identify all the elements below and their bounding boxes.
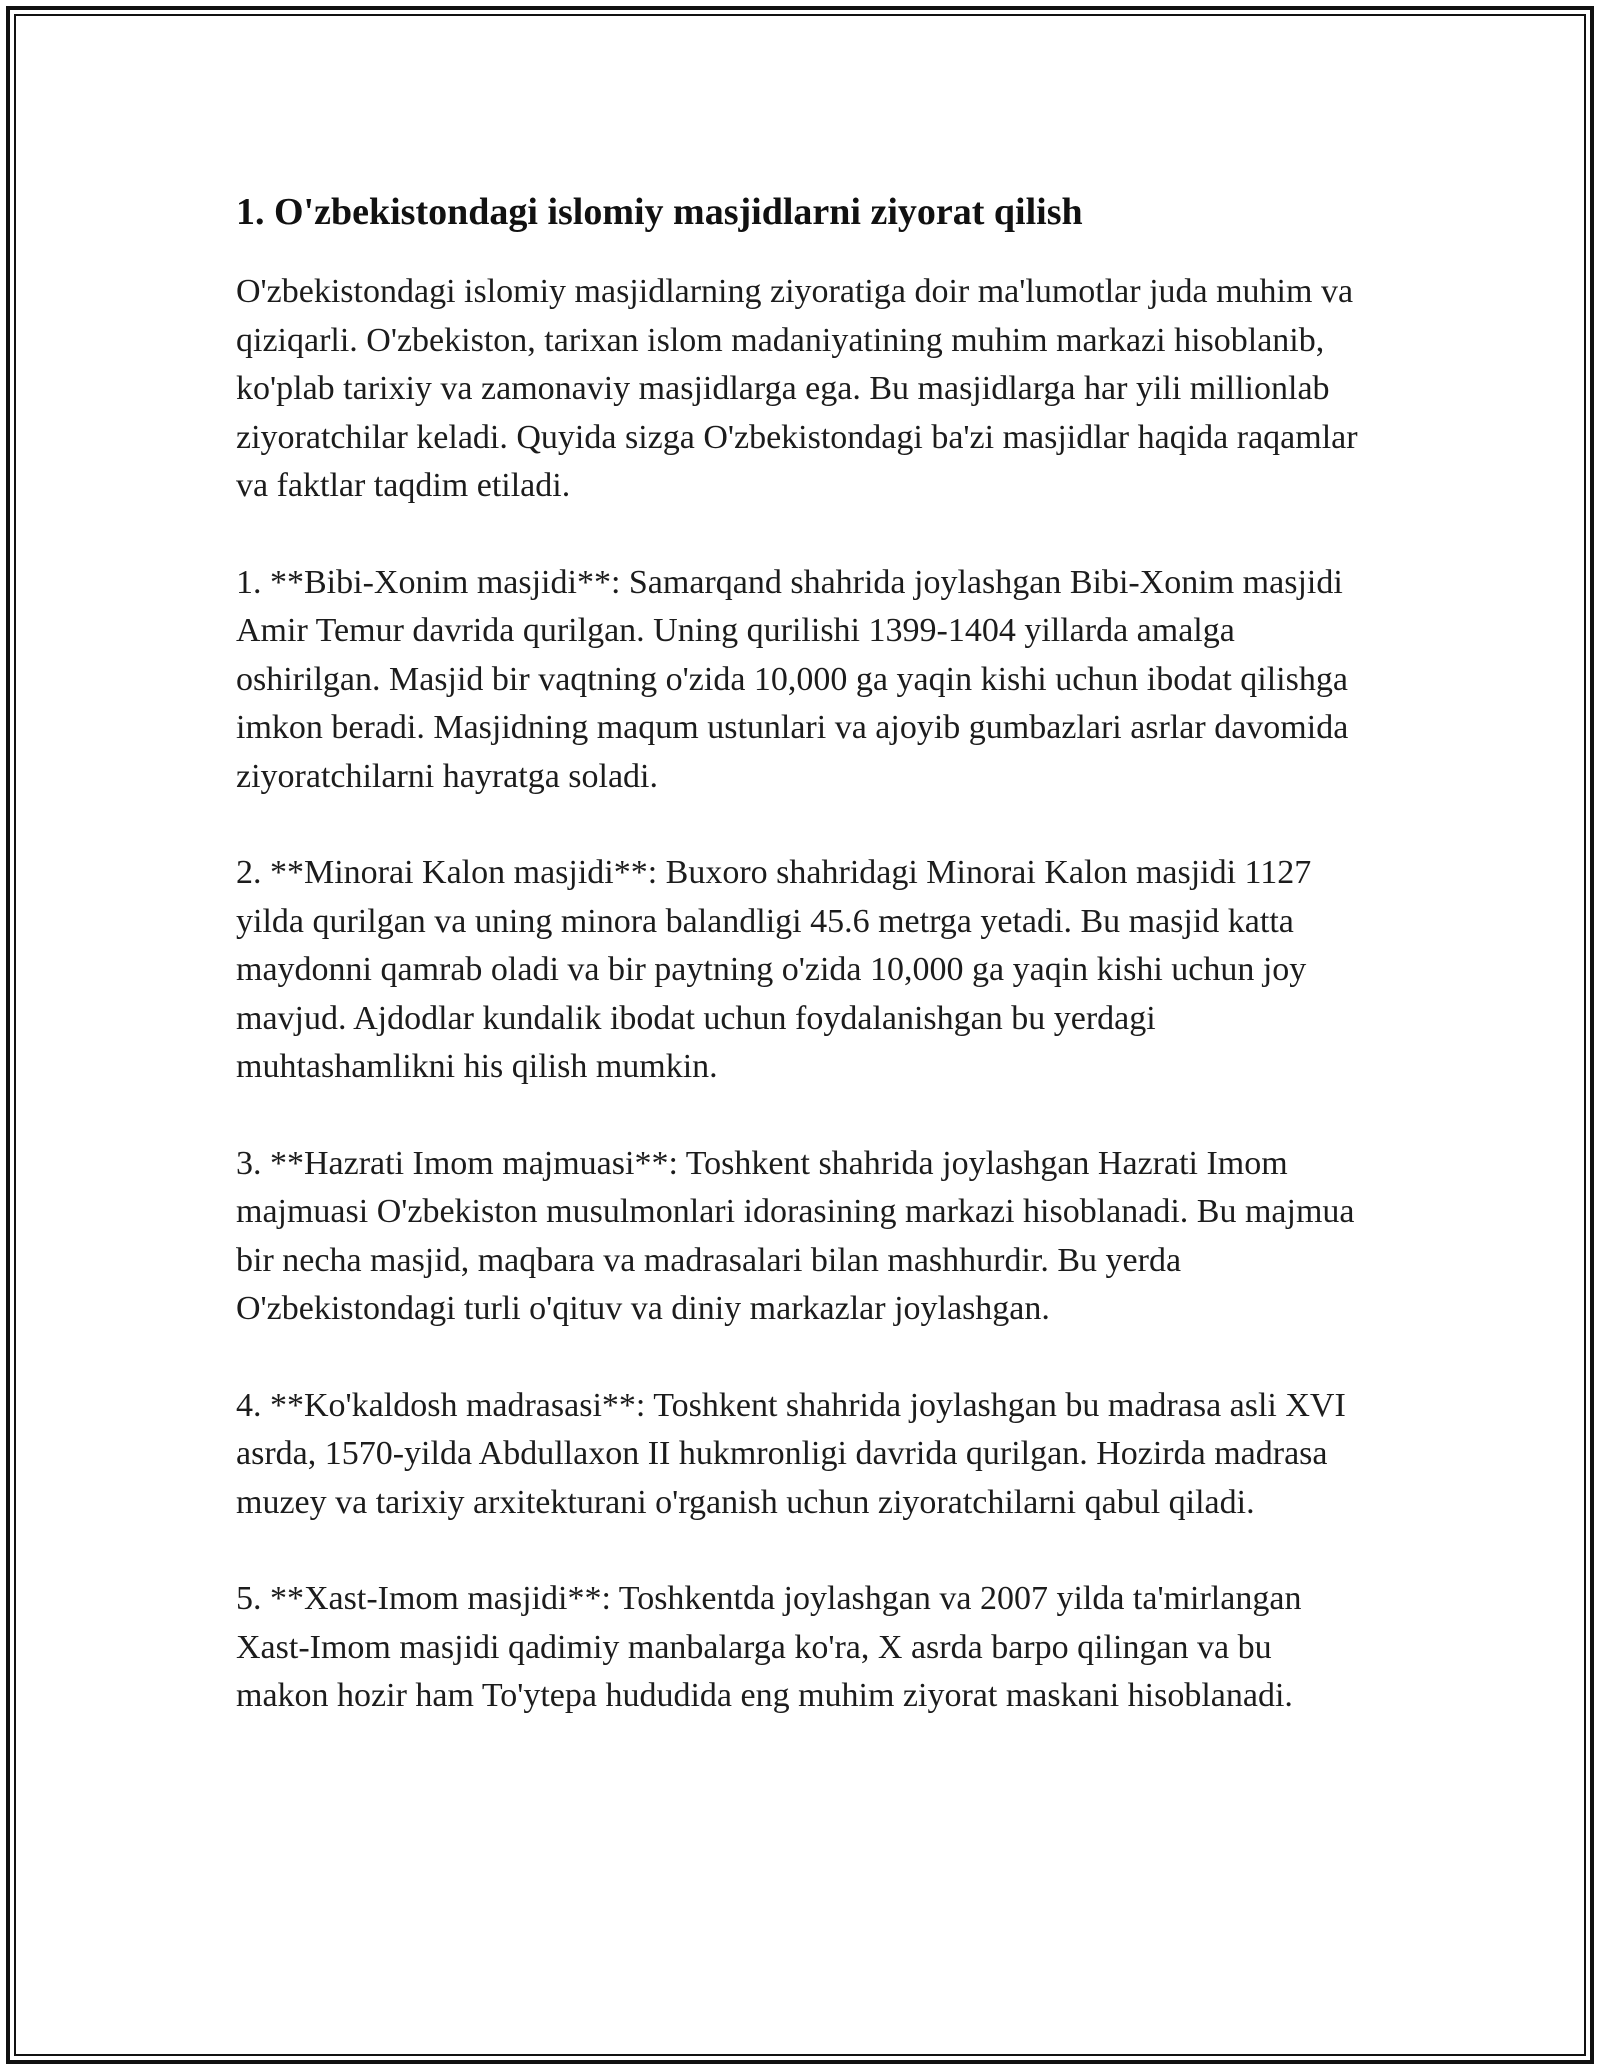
list-item-minorai-kalon: 2. **Minorai Kalon masjidi**: Buxoro shahridagi Minorai Kalon masjidi 1127 yilda qurilgan va uning minora balandligi 45.6 metrga yetadi. Bu masjid katta maydonni qamrab oladi va bir paytning o'zida 10,000 ga yaqin kishi uchun joy mavjud. Ajdodlar kundalik ibodat uchun foydalanishgan bu yerdagi muhtashamlikni his qilish mumkin. — [236, 854, 1312, 1085]
intro-paragraph: O'zbekistondagi islomiy masjidlarning ziyoratiga doir ma'lumotlar juda muhim va qiziqarli. O'zbekiston, tarixan islom madaniyatining muhim markazi hisoblanib, ko'plab tarixiy va zamonaviy masjidlarga ega. Bu masjidlarga har yili millionlab ziyoratchilar keladi. Quyida sizga O'zbekistondagi ba'zi masjidlar haqida raqamlar va faktlar taqdim etiladi. — [236, 273, 1358, 504]
list-item-kokaldosh: 4. **Ko'kaldosh madrasasi**: Toshkent shahrida joylashgan bu madrasa asli XVI asrda, 1570-yilda Abdullaxon II hukmronligi davrida qurilgan. Hozirda madrasa muzey va tarixiy arxitekturani o'rganish uchun ziyoratchilarni qabul qiladi. — [236, 1386, 1346, 1521]
list-item-bibi-xonim: 1. **Bibi-Xonim masjidi**: Samarqand shahrida joylashgan Bibi-Xonim masjidi Amir Temur davrida qurilgan. Uning qurilishi 1399-1404 yillarda amalga oshirilgan. Masjid bir vaqtning o'zida 10,000 ga yaqin kishi uchun ibodat qilishga imkon beradi. Masjidning maqum ustunlari va ajoyib gumbazlari asrlar davomida ziyoratchilarni hayratga soladi. — [236, 563, 1349, 795]
document-body — [236, 186, 1366, 1769]
list-item-hazrati-imom: 3. **Hazrati Imom majmuasi**: Toshkent shahrida joylashgan Hazrati Imom majmuasi O'zbekiston musulmonlari idorasining markazi hisoblanadi. Bu majmua bir necha masjid, maqbara va madrasalari bilan mashhurdir. Bu yerda O'zbekistondagi turli o'qituv va diniy markazlar joylashgan. — [236, 1144, 1355, 1327]
list-item-xast-imom: 5. **Xast-Imom masjidi**: Toshkentda joylashgan va 2007 yilda ta'mirlangan Xast-Imom masjidi qadimiy manbalarga ko'ra, X asrda barpo qilingan va bu makon hozir ham To'ytepa hududida eng muhim ziyorat maskani hisoblanadi. — [236, 1580, 1302, 1714]
document-title: 1. O'zbekistondagi islomiy masjidlarni ziyorat qilish — [236, 191, 1083, 233]
